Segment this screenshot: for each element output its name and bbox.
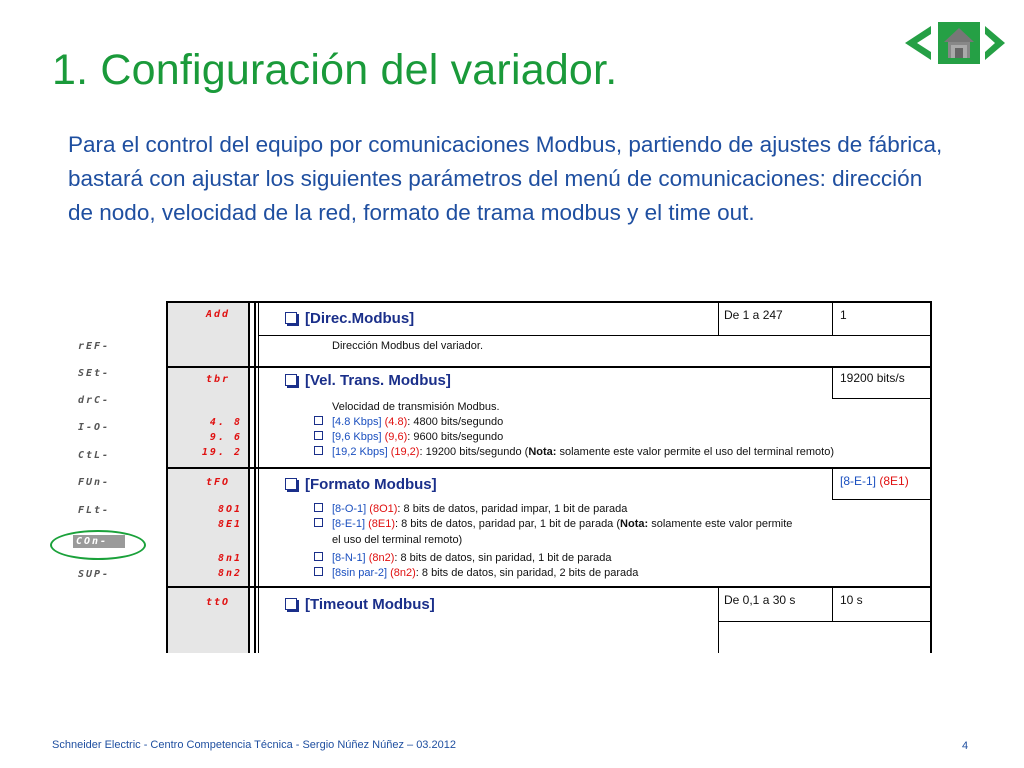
menu-item-fun[interactable]: FUn- bbox=[78, 477, 111, 488]
menu-item-io[interactable]: I-O- bbox=[78, 422, 111, 433]
row-divider bbox=[166, 467, 932, 469]
param-default: [8-E-1] (8E1) bbox=[840, 474, 909, 488]
param-name: [Direc.Modbus] bbox=[285, 310, 414, 327]
chevron-right-icon bbox=[983, 22, 1005, 64]
home-button[interactable] bbox=[938, 22, 980, 64]
option-line: [8sin par-2] (8n2): 8 bits de datos, sin paridad, 2 bits de parada bbox=[314, 567, 638, 579]
column-divider bbox=[248, 301, 250, 653]
previous-slide-button[interactable] bbox=[901, 22, 935, 64]
option-code: 8n1 bbox=[217, 553, 242, 564]
option-line: [4.8 Kbps] (4.8): 4800 bits/segundo bbox=[314, 416, 503, 428]
active-menu-highlight bbox=[50, 530, 146, 560]
column-divider bbox=[718, 587, 719, 653]
param-description: Dirección Modbus del variador. bbox=[332, 340, 484, 352]
param-range: De 1 a 247 bbox=[724, 308, 783, 322]
param-code: Add bbox=[205, 309, 230, 320]
slide-navigation bbox=[901, 22, 1005, 64]
option-code: 8E1 bbox=[217, 519, 242, 530]
option-code: 8O1 bbox=[217, 504, 242, 515]
column-divider bbox=[718, 301, 719, 336]
param-description: Velocidad de transmisión Modbus. bbox=[332, 401, 500, 413]
param-name: [Timeout Modbus] bbox=[285, 596, 435, 613]
param-range: De 0,1 a 30 s bbox=[724, 593, 796, 607]
option-line: [8-N-1] (8n2): 8 bits de datos, sin paridad, 1 bit de parada bbox=[314, 552, 611, 564]
param-name: [Formato Modbus] bbox=[285, 476, 437, 493]
column-divider bbox=[832, 468, 833, 500]
row-divider bbox=[258, 335, 932, 336]
option-line: [19,2 Kbps] (19,2): 19200 bits/segundo (Nota: solamente este valor permite el uso del terminal remoto) bbox=[314, 446, 834, 458]
checkbox-icon bbox=[314, 503, 323, 512]
menu-item-set[interactable]: SEt- bbox=[78, 368, 111, 379]
param-code: ttO bbox=[205, 597, 230, 608]
option-line-continuation: el uso del terminal remoto) bbox=[332, 534, 463, 546]
option-code: 4. 8 bbox=[209, 417, 242, 428]
column-divider bbox=[254, 301, 256, 653]
row-divider bbox=[832, 398, 932, 399]
home-icon bbox=[938, 22, 980, 64]
checkbox-icon bbox=[285, 478, 297, 490]
menu-item-sup[interactable]: SUP- bbox=[78, 569, 111, 580]
intro-paragraph: Para el control del equipo por comunicaciones Modbus, partiendo de ajustes de fábrica, bastará con ajustar los siguientes parámetros del menú de comunicaciones: dirección de nodo, velocidad de la red, formato de trama modbus y el time out. bbox=[68, 132, 943, 225]
param-default: 1 bbox=[840, 308, 847, 322]
option-code: 19. 2 bbox=[201, 447, 242, 458]
chevron-left-icon bbox=[901, 22, 935, 64]
checkbox-icon bbox=[314, 416, 323, 425]
option-line: [8-O-1] (8O1): 8 bits de datos, paridad impar, 1 bit de parada bbox=[314, 503, 627, 515]
page-number: 4 bbox=[962, 740, 969, 752]
checkbox-icon bbox=[314, 567, 323, 576]
checkbox-icon bbox=[285, 312, 297, 324]
param-default: 19200 bits/s bbox=[840, 371, 905, 385]
checkbox-icon bbox=[314, 431, 323, 440]
param-code: tFO bbox=[205, 477, 230, 488]
option-line: [9,6 Kbps] (9,6): 9600 bits/segundo bbox=[314, 431, 503, 443]
menu-item-drc[interactable]: drC- bbox=[78, 395, 111, 406]
column-divider bbox=[832, 587, 833, 622]
next-slide-button[interactable] bbox=[983, 22, 1005, 64]
checkbox-icon bbox=[314, 552, 323, 561]
row-divider bbox=[166, 586, 932, 588]
checkbox-icon bbox=[285, 598, 297, 610]
slide-title: 1. Configuración del variador. bbox=[52, 46, 618, 94]
checkbox-icon bbox=[314, 518, 323, 527]
row-divider bbox=[832, 499, 932, 500]
slide-footer: Schneider Electric - Centro Competencia Técnica - Sergio Núñez Núñez – 03.2012 bbox=[52, 739, 456, 751]
option-code: 9. 6 bbox=[209, 432, 242, 443]
option-line: [8-E-1] (8E1): 8 bits de datos, paridad par, 1 bit de parada (Nota: solamente este valor permite bbox=[314, 518, 792, 530]
menu-item-ref[interactable]: rEF- bbox=[78, 341, 111, 352]
menu-item-con[interactable]: COn- bbox=[73, 535, 125, 548]
column-divider bbox=[258, 301, 259, 653]
param-default: 10 s bbox=[840, 593, 863, 607]
menu-item-flt[interactable]: FLt- bbox=[78, 505, 111, 516]
option-code: 8n2 bbox=[217, 568, 242, 579]
param-code: tbr bbox=[205, 374, 230, 385]
param-name: [Vel. Trans. Modbus] bbox=[285, 372, 451, 389]
checkbox-icon bbox=[314, 446, 323, 455]
menu-item-ctl[interactable]: CtL- bbox=[78, 450, 111, 461]
column-divider bbox=[832, 301, 833, 336]
column-divider bbox=[832, 367, 833, 399]
row-divider bbox=[718, 621, 932, 622]
parameter-table bbox=[166, 301, 932, 653]
row-divider bbox=[166, 366, 932, 368]
checkbox-icon bbox=[285, 374, 297, 386]
